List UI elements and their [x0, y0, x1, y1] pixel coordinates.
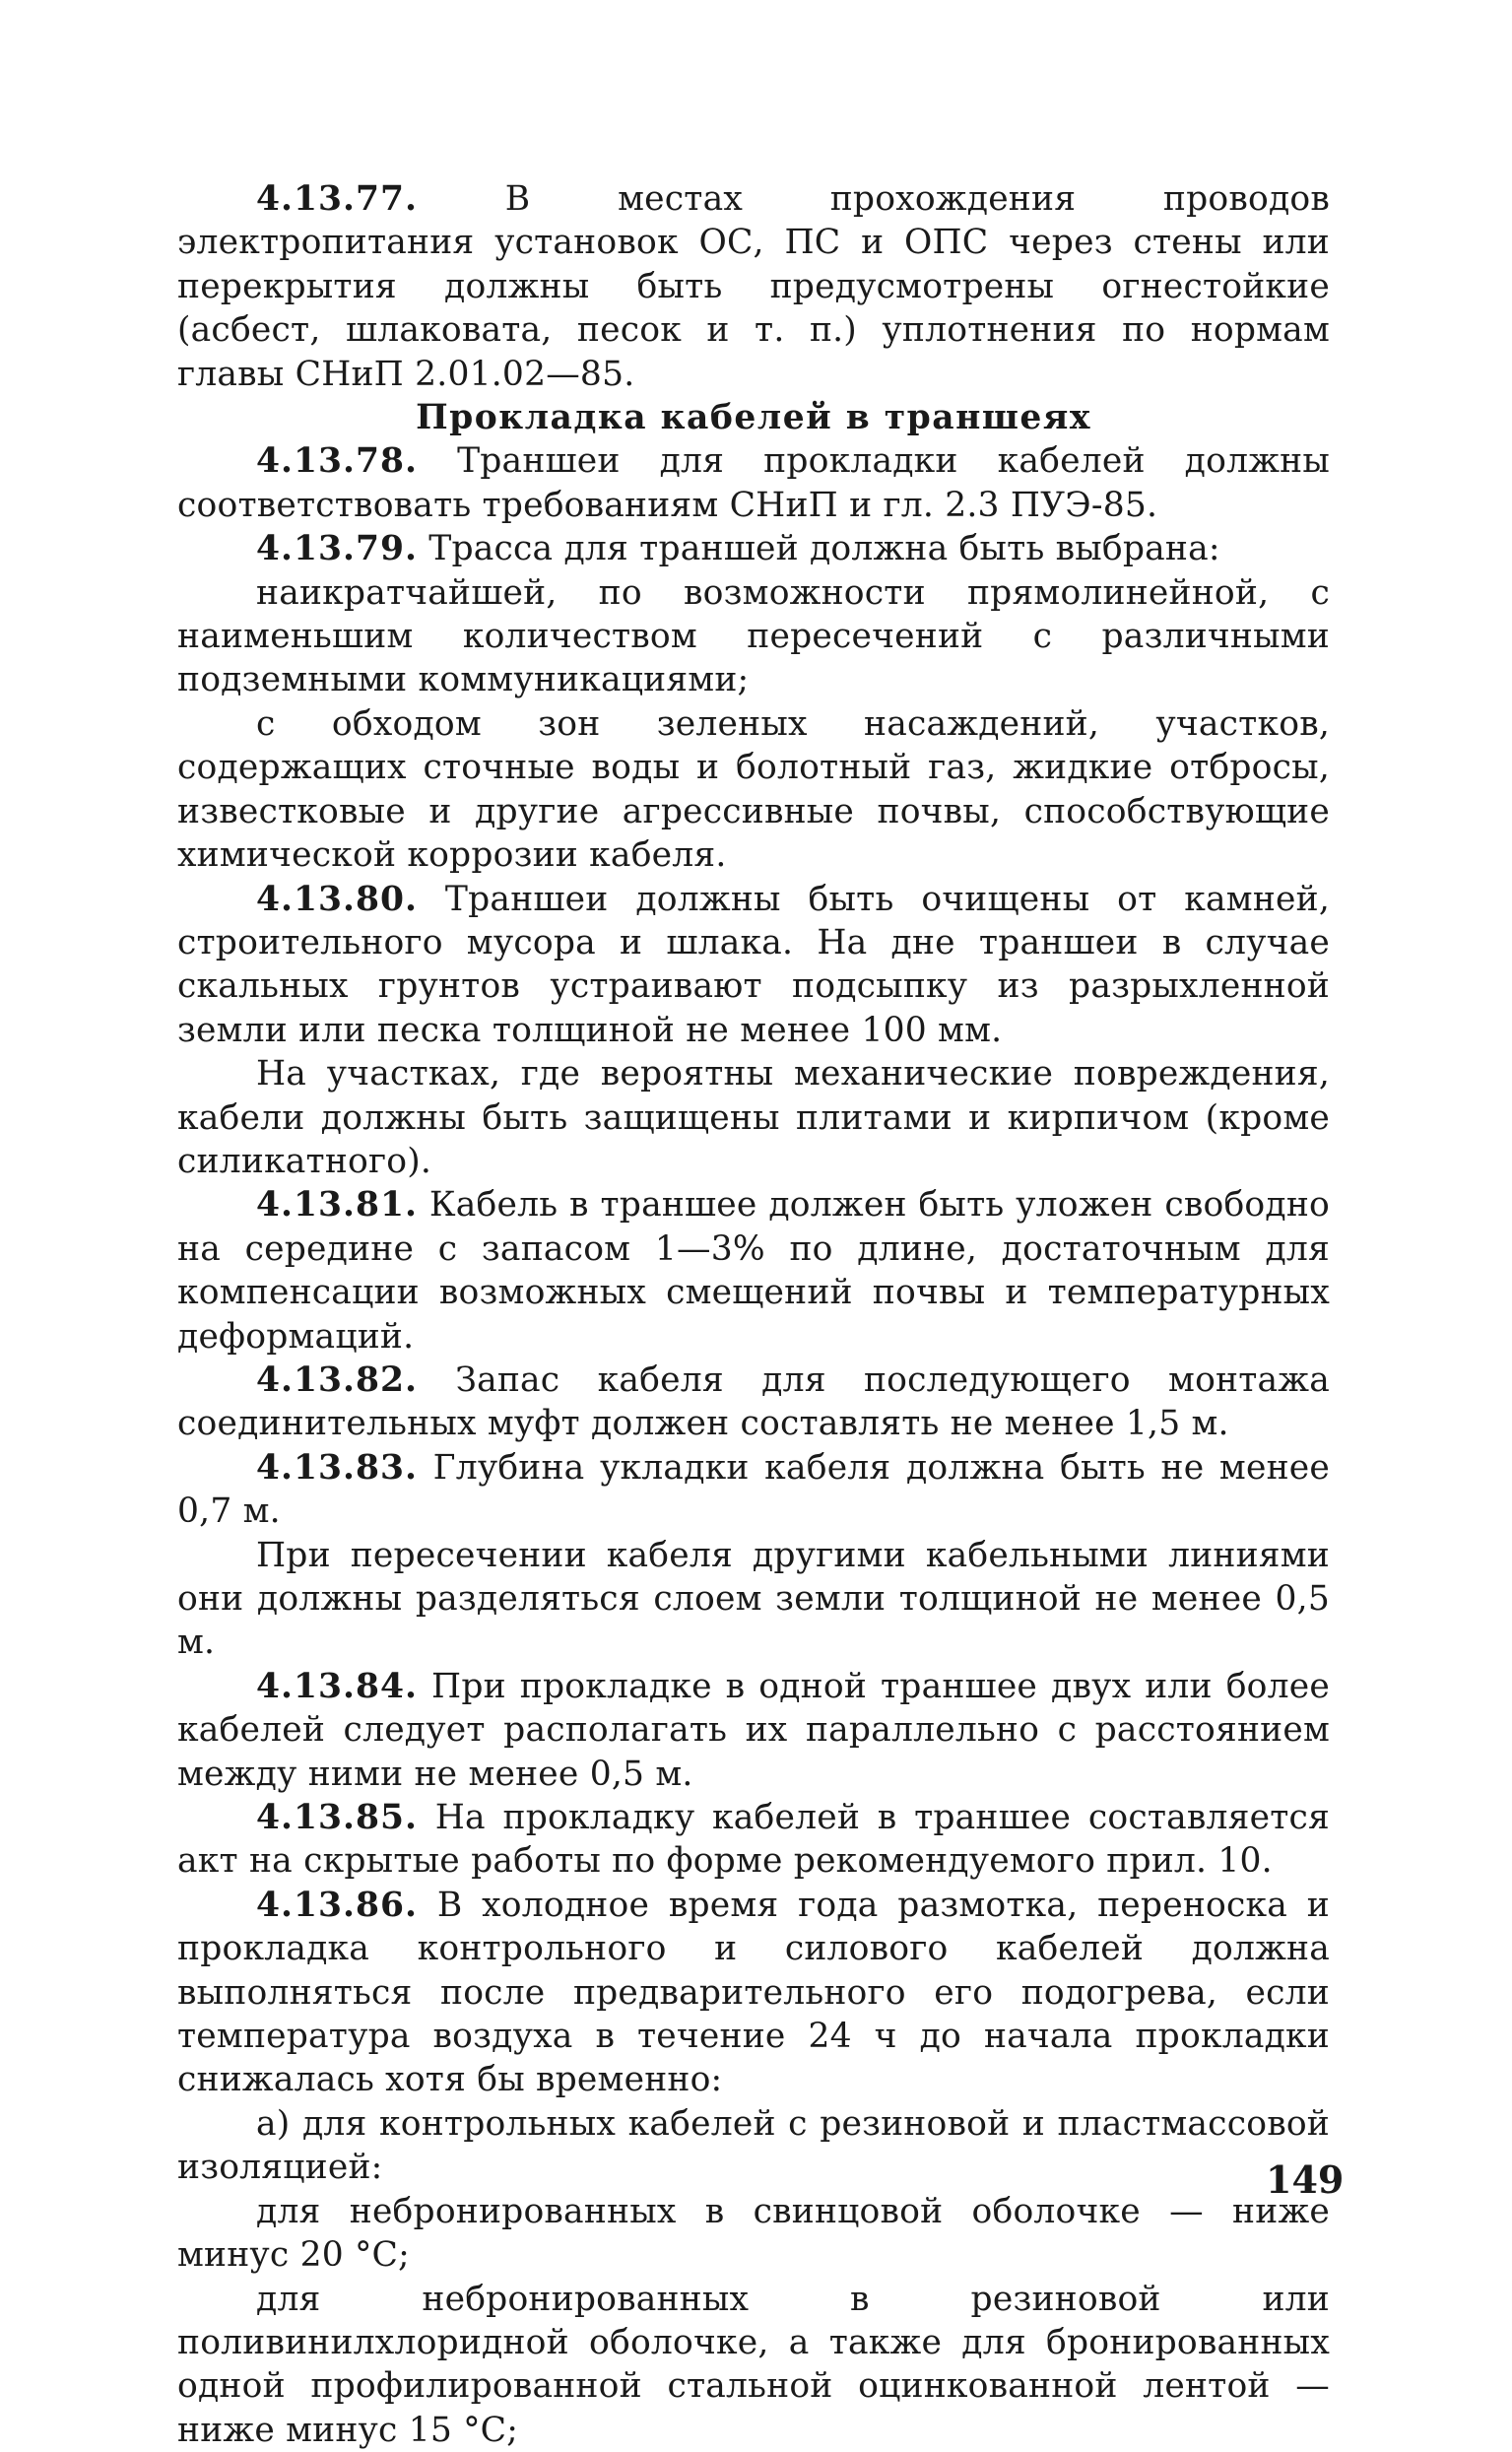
clause-text: При прокладке в одной траншее двух или более кабелей следует располагать их параллельно с расстоянием между ними не менее 0,5 м.	[177, 1667, 1330, 1794]
clause-number: 4.13.80.	[256, 880, 418, 919]
clause-text: Трасса для траншей должна быть выбрана:	[418, 529, 1220, 568]
clause-number: 4.13.85.	[256, 1798, 418, 1837]
section-heading: Прокладка кабелей в траншеях	[177, 396, 1330, 439]
clause-text: Траншеи должны быть очищены от камней, строительного мусора и шлака. На дне траншеи в случае скальных грунтов устраивают подсыпку из разрыхленной земли или песка толщиной не менее 100 мм.	[177, 880, 1330, 1050]
clause-number: 4.13.79.	[256, 529, 418, 568]
clause-text: В холодное время года размотка, переноска и прокладка контрольного и силового кабелей должна выполняться после предварительного его подогрева, если температура воздуха в течение 24 ч до начала прокладки снижалась хотя бы временно:	[177, 1886, 1330, 2100]
paragraph-4-13-80	[177, 878, 1330, 1053]
paragraph-text: На участках, где вероятны механические повреждения, кабели должны быть защищены плитами и кирпичом (кроме силикатного).	[177, 1052, 1330, 1183]
paragraph-text: для небронированных в резиновой или поливинилхлоридной оболочке, а также для бронированных одной профилированной стальной оцинкованной лентой — ниже минус 15 °С;	[177, 2278, 1330, 2452]
paragraph-4-13-79	[177, 527, 1330, 570]
clause-number: 4.13.84.	[256, 1667, 418, 1706]
clause-number: 4.13.82.	[256, 1360, 418, 1400]
clause-text: Запас кабеля для последующего монтажа соединительных муфт должен составлять не менее 1,5 м.	[177, 1360, 1330, 1443]
clause-text: Глубина укладки кабеля должна быть не менее 0,7 м.	[177, 1448, 1330, 1531]
paragraph-4-13-83	[177, 1446, 1330, 1534]
document-page	[177, 177, 1330, 2452]
paragraph-text: наикратчайшей, по возможности прямолинейной, с наименьшим количеством пересечений с различными подземными коммуникациями;	[177, 571, 1330, 702]
paragraph-4-13-82	[177, 1359, 1330, 1446]
page-number: 149	[1266, 2157, 1344, 2202]
paragraph-text: При пересечении кабеля другими кабельными линиями они должны разделяться слоем земли толщиной не менее 0,5 м.	[177, 1534, 1330, 1665]
clause-number: 4.13.77.	[256, 179, 418, 219]
paragraph-text: а) для контрольных кабелей с резиновой и пластмассовой изоляцией:	[177, 2102, 1330, 2190]
paragraph-4-13-85	[177, 1796, 1330, 1884]
clause-number: 4.13.83.	[256, 1448, 418, 1488]
paragraph-text: с обходом зон зеленых насаждений, участков, содержащих сточные воды и болотный газ, жидкие отбросы, известковые и другие агрессивные почвы, способствующие химической коррозии кабеля.	[177, 702, 1330, 878]
paragraph-4-13-81	[177, 1183, 1330, 1359]
clause-number: 4.13.81.	[256, 1185, 418, 1225]
paragraph-4-13-78	[177, 439, 1330, 527]
paragraph-4-13-86	[177, 1884, 1330, 2102]
clause-number: 4.13.86.	[256, 1886, 418, 1925]
clause-number: 4.13.78.	[256, 441, 418, 481]
clause-text: Кабель в траншее должен быть уложен свободно на середине с запасом 1—3% по длине, достаточным для компенсации возможных смещений почвы и температурных деформаций.	[177, 1185, 1330, 1356]
clause-text: На прокладку кабелей в траншее составляется акт на скрытые работы по форме рекомендуемого прил. 10.	[177, 1798, 1330, 1881]
paragraph-4-13-84	[177, 1665, 1330, 1796]
paragraph-text: для небронированных в свинцовой оболочке — ниже минус 20 °С;	[177, 2190, 1330, 2278]
clause-text: Траншеи для прокладки кабелей должны соответствовать требованиям СНиП и гл. 2.3 ПУЭ-85.	[177, 441, 1330, 524]
clause-text: В местах прохождения проводов электропитания установок ОС, ПС и ОПС через стены или перекрытия должны быть предусмотрены огнестойкие (асбест, шлаковата, песок и т. п.) уплотнения по нормам главы СНиП 2.01.02—85.	[177, 179, 1330, 394]
paragraph-4-13-77	[177, 177, 1330, 396]
